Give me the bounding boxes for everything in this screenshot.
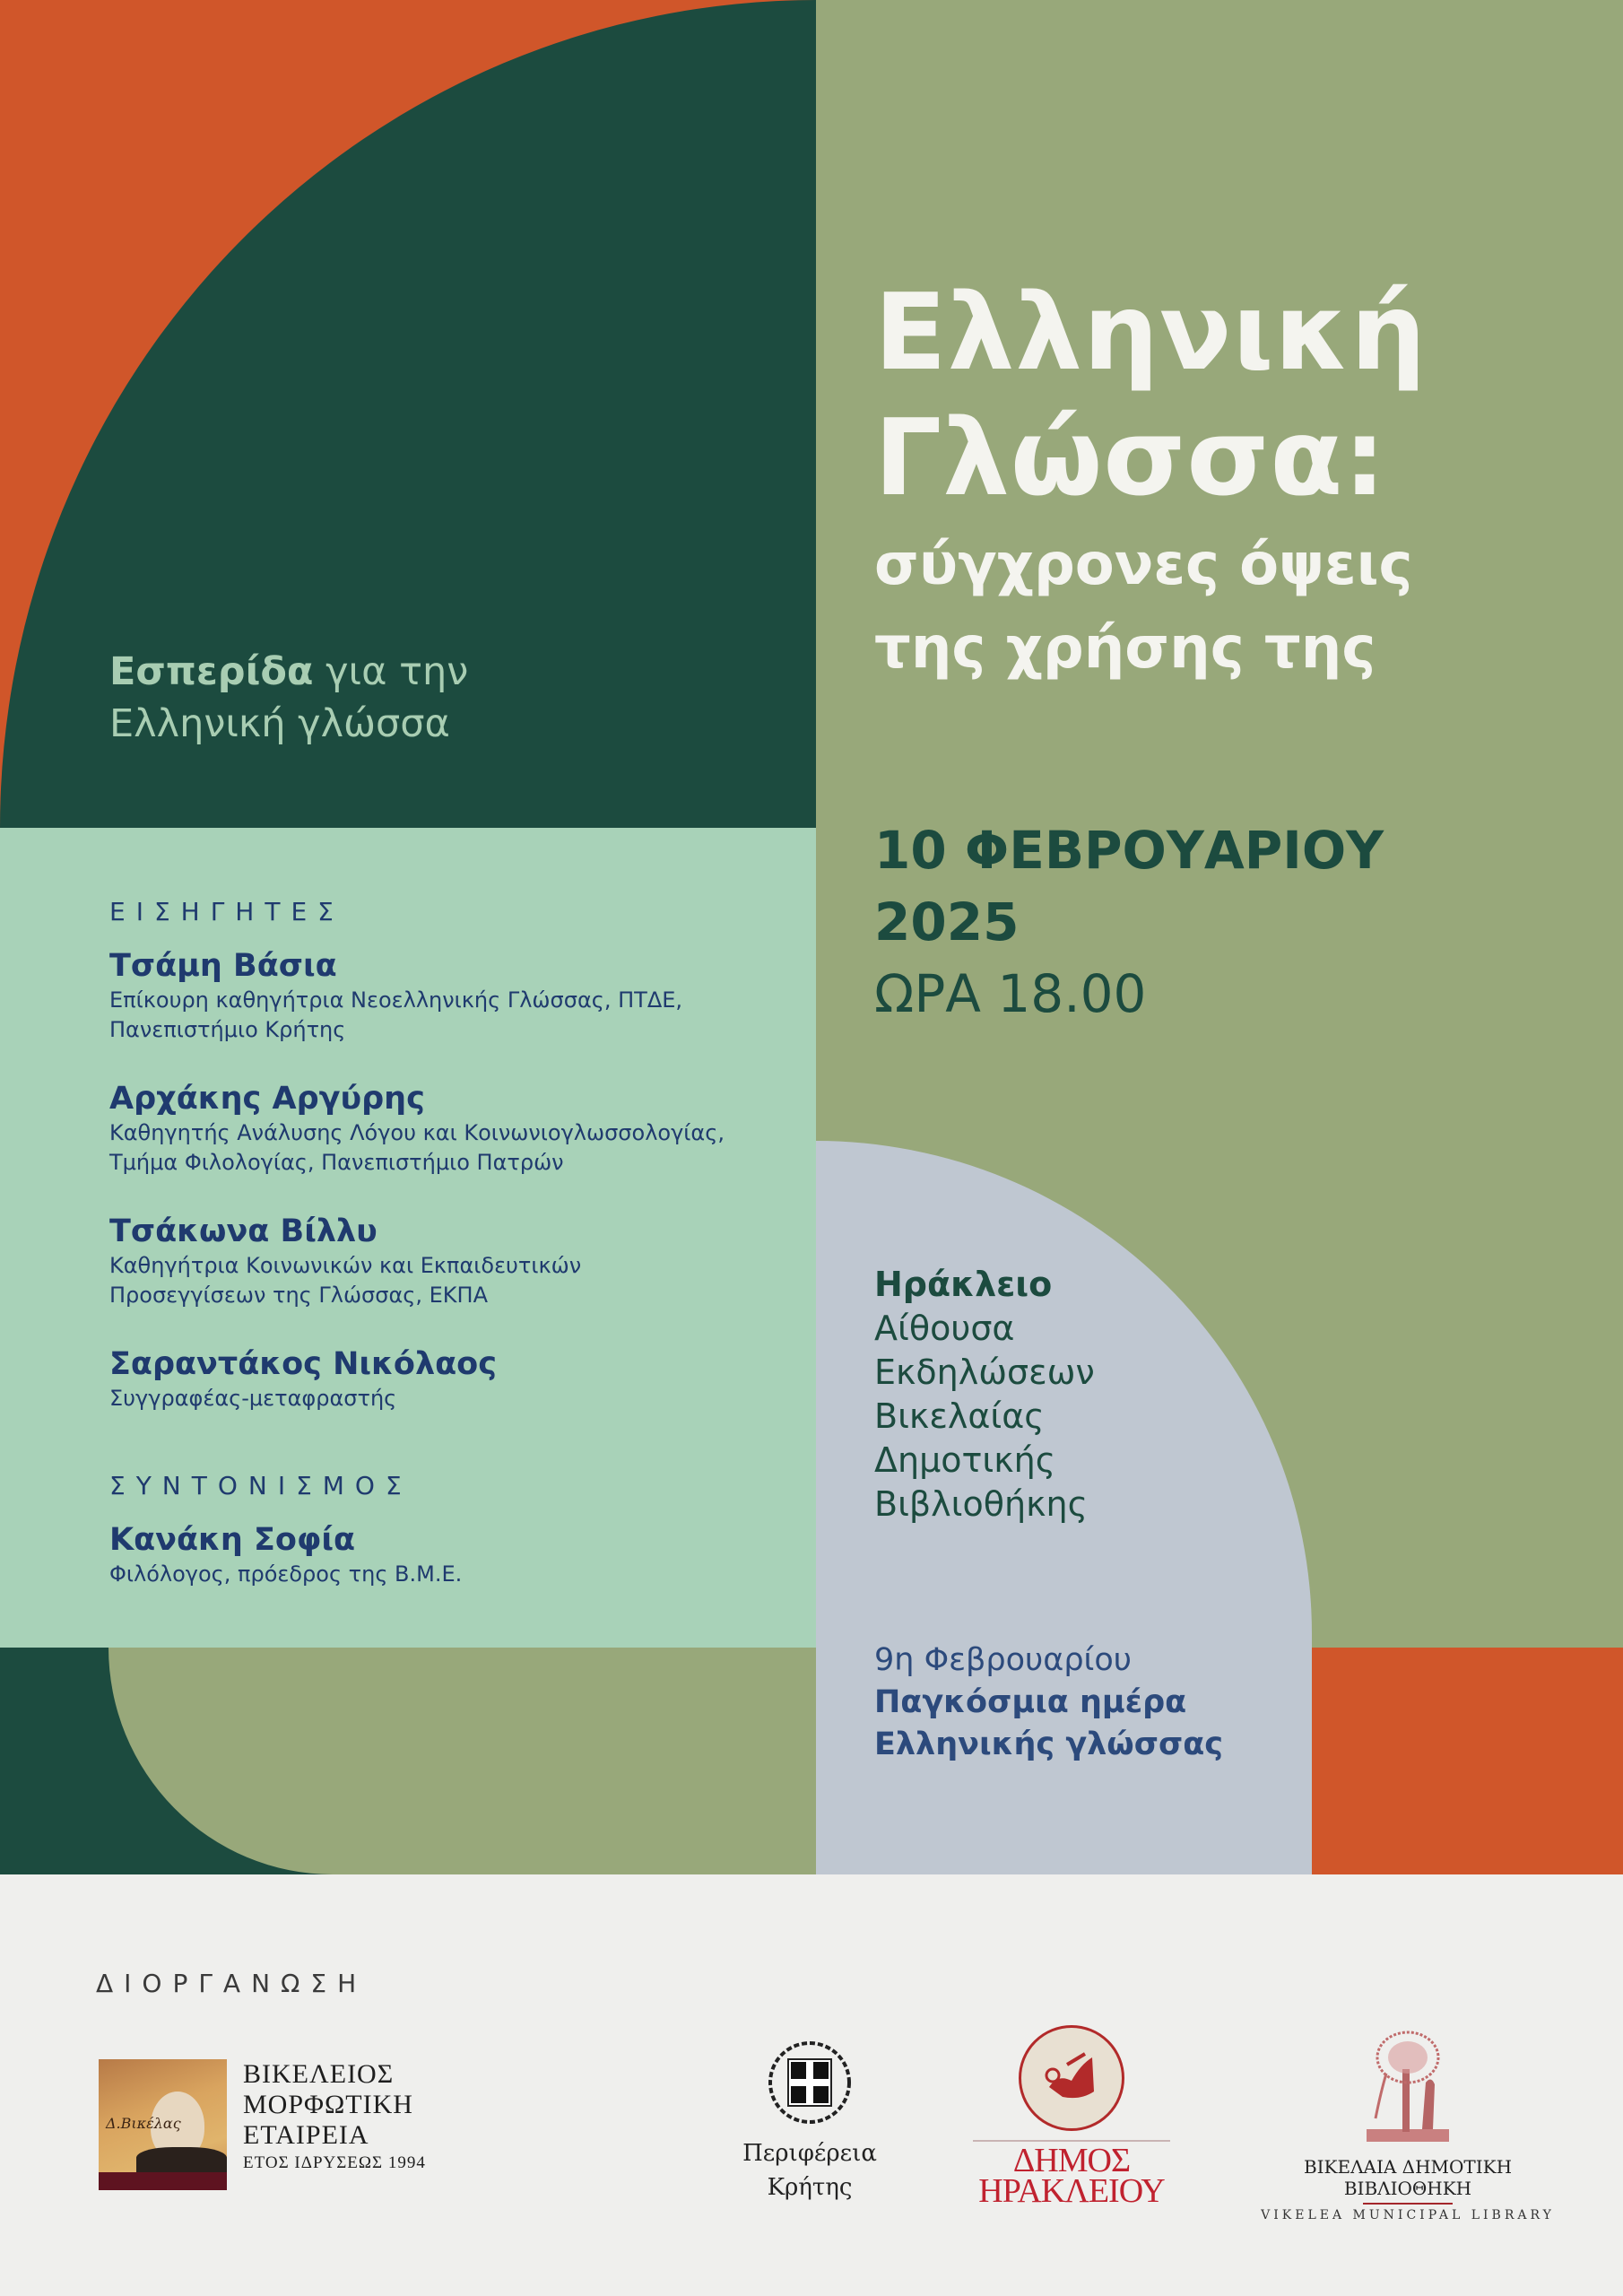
bme-logo — [99, 2059, 426, 2190]
world-day-note — [874, 1639, 1223, 1766]
world-day-line1: Παγκόσμια ημέρα — [874, 1684, 1187, 1720]
venue-line: Εκδηλώσεων — [874, 1352, 1095, 1392]
date-year: 2025 — [874, 891, 1020, 952]
speakers-section — [109, 897, 809, 1623]
tree-engraving-icon — [1363, 2029, 1453, 2145]
subtitle-line2: Ελληνική γλώσσα — [109, 701, 450, 746]
venue-line: Αίθουσα — [874, 1309, 1015, 1348]
vikelea-library-logo — [1242, 2029, 1574, 2222]
speaker-item — [109, 1344, 809, 1413]
heraklion-line1: ΔΗΜΟΣ — [1012, 2142, 1131, 2179]
coordinator-item — [109, 1520, 809, 1589]
subtitle-rest: για την — [313, 649, 469, 694]
title-line2: Γλώσσα: — [874, 396, 1387, 519]
venue-line: Βικελαίας — [874, 1396, 1045, 1436]
event-time: ΩΡΑ 18.00 — [874, 963, 1147, 1024]
speaker-role: Καθηγήτρια Κοινωνικών και Εκπαιδευτικών — [109, 1253, 582, 1278]
speaker-name: Αρχάκης Αργύρης — [109, 1081, 425, 1117]
subtitle-bold: Εσπερίδα — [109, 649, 314, 694]
title-line4: της χρήσης της — [874, 615, 1376, 682]
coordination-label: ΣΥΝΤΟΝΙΣΜΟΣ — [109, 1471, 412, 1500]
region-crete-logo — [733, 2029, 886, 2205]
crete-line1: Περιφέρεια — [742, 2140, 877, 2167]
greek-coat-of-arms-icon — [765, 2038, 855, 2127]
vikelas-portrait-icon: Δ.Βικέλας — [99, 2059, 227, 2190]
world-day-date: 9η Φεβρουαρίου — [874, 1642, 1133, 1678]
orange-bottom-right-block — [1312, 1648, 1623, 1874]
speaker-role: Συγγραφέας-μεταφραστής — [109, 1386, 397, 1411]
speaker-role: Προσεγγίσεων της Γλώσσας, ΕΚΠΑ — [109, 1283, 488, 1308]
speaker-name: Σαραντάκος Νικόλαος — [109, 1346, 497, 1382]
municipality-heraklion-logo — [973, 2025, 1170, 2210]
title-line1: Ελληνική — [874, 270, 1428, 394]
world-day-line2: Ελληνικής γλώσσας — [874, 1726, 1224, 1762]
speaker-role: Πανεπιστήμιο Κρήτης — [109, 1017, 346, 1042]
bme-name-line3: ΕΤΑΙΡΕΙΑ — [243, 2120, 369, 2150]
crete-line2: Κρήτης — [767, 2174, 853, 2201]
speaker-item — [109, 946, 809, 1045]
venue-line: Δημοτικής — [874, 1440, 1056, 1480]
speaker-item — [109, 1212, 809, 1310]
bme-name-line2: ΜΟΡΦΩΤΙΚΗ — [243, 2090, 413, 2119]
speaker-name: Τσάμη Βάσια — [109, 948, 337, 984]
event-subtitle — [109, 646, 468, 750]
page-title — [874, 269, 1427, 687]
speaker-name: Τσάκωνα Βίλλυ — [109, 1213, 378, 1249]
olive-rounded-block — [108, 1648, 816, 1874]
date-line1: 10 ΦΕΒΡΟΥΑΡΙΟΥ — [874, 820, 1384, 881]
speakers-label: ΕΙΣΗΓΗΤΕΣ — [109, 897, 344, 926]
library-subtitle: VIKELEA MUNICIPAL LIBRARY — [1261, 2208, 1555, 2222]
library-title: ΒΙΚΕΛΑΙΑ ΔΗΜΟΤΙΚΗ ΒΙΒΛΙΟΘΗΚΗ — [1303, 2156, 1513, 2199]
speaker-role: Επίκουρη καθηγήτρια Νεοελληνικής Γλώσσας, ΠΤΔΕ, — [109, 987, 683, 1013]
bme-founded: ΕΤΟΣ ΙΔΡΥΣΕΩΣ 1994 — [243, 2153, 426, 2172]
bme-name-line1: ΒΙΚΕΛΕΙΟΣ — [243, 2059, 395, 2089]
organization-label: ΔΙΟΡΓΑΝΩΣΗ — [96, 1969, 368, 1998]
heraklion-seal-icon — [1019, 2025, 1124, 2131]
event-date — [874, 814, 1384, 1030]
speaker-item — [109, 1079, 809, 1178]
heraklion-line2: ΗΡΑΚΛΕΙΟΥ — [978, 2172, 1165, 2210]
speaker-role: Τμήμα Φιλολογίας, Πανεπιστήμιο Πατρών — [109, 1150, 564, 1175]
speaker-role: Καθηγητής Ανάλυσης Λόγου και Κοινωνιογλωσσολογίας, — [109, 1120, 725, 1145]
venue-city: Ηράκλειο — [874, 1265, 1053, 1304]
venue-info — [874, 1263, 1095, 1526]
coordinator-name: Κανάκη Σοφία — [109, 1522, 356, 1558]
coordinator-role: Φιλόλογος, πρόεδρος της Β.Μ.Ε. — [109, 1561, 463, 1587]
title-line3: σύγχρονες όψεις — [874, 532, 1413, 598]
venue-line: Βιβλιοθήκης — [874, 1484, 1088, 1524]
divider — [1363, 2203, 1453, 2205]
